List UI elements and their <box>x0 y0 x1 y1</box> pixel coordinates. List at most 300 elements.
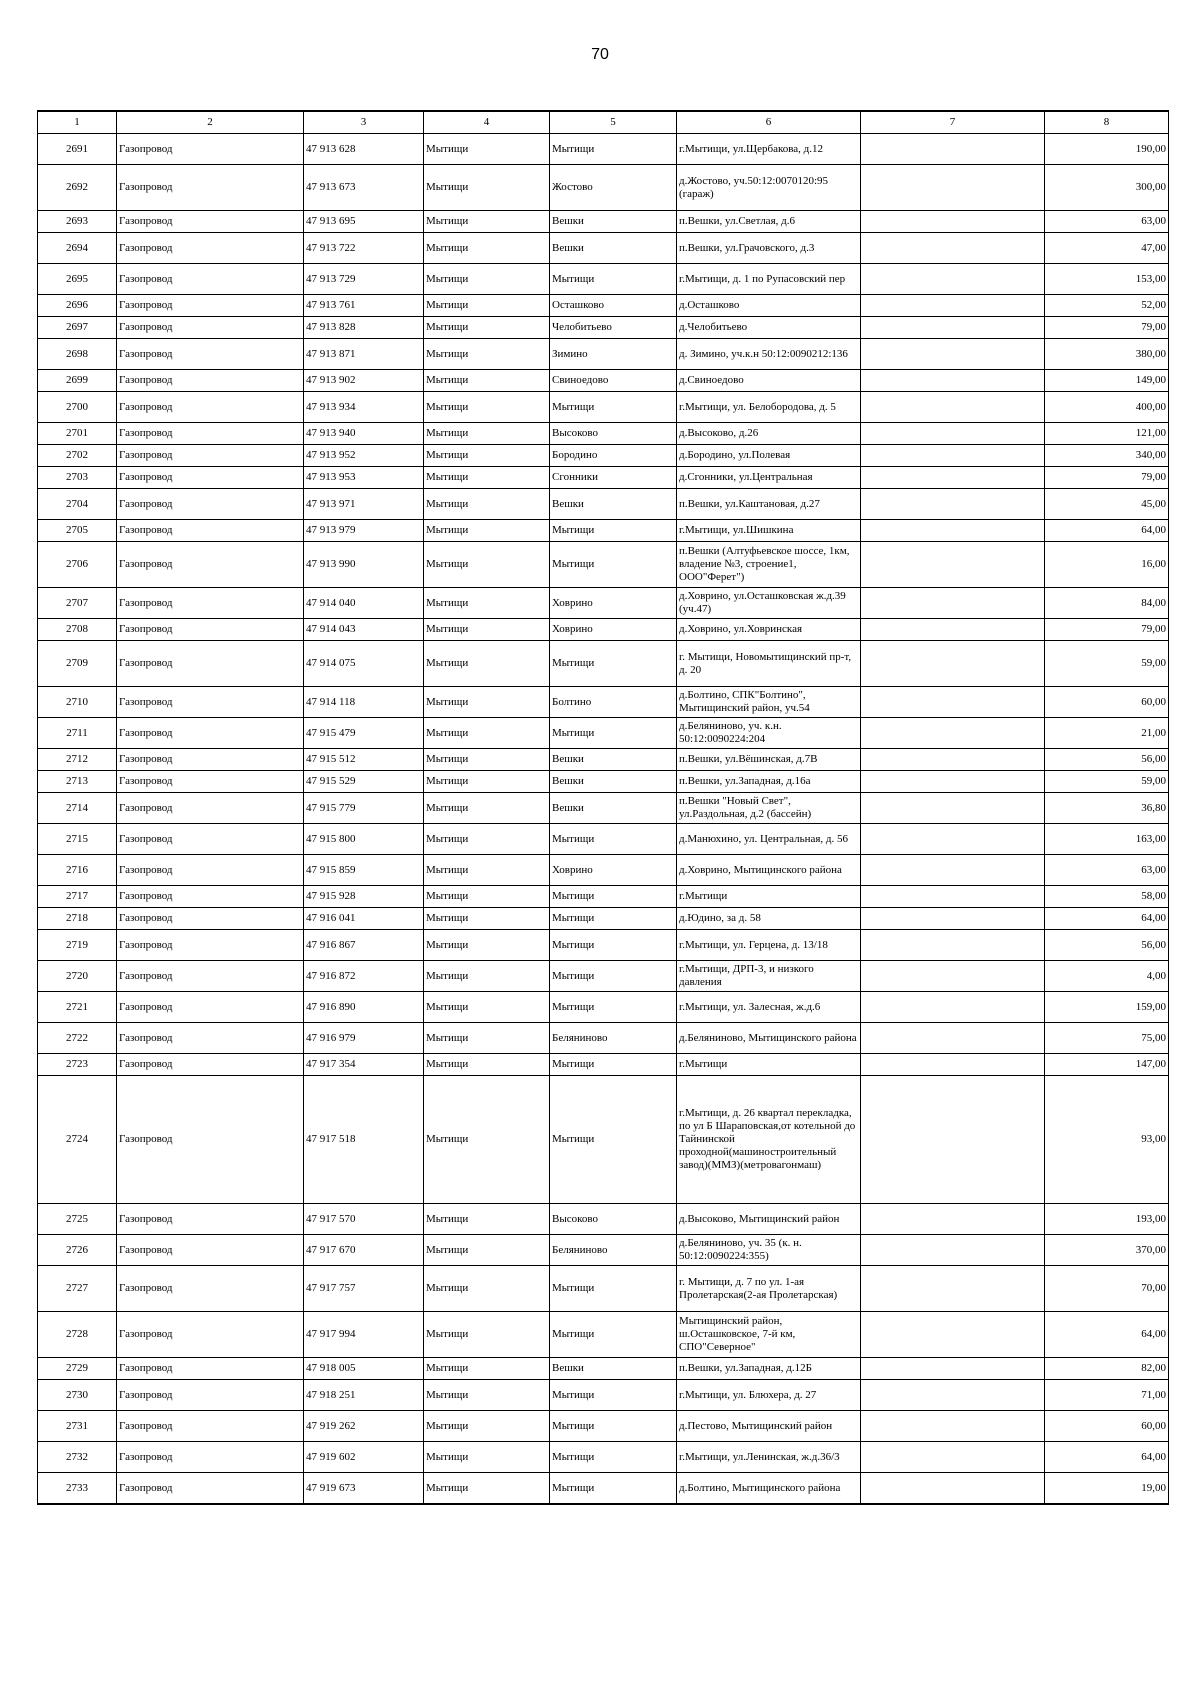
locality-cell: Мытищи <box>550 1411 677 1442</box>
amount-cell: 58,00 <box>1045 886 1169 908</box>
address-cell: п.Вешки (Алтуфьевское шоссе, 1км, владение №3, строение1, ООО"Ферет") <box>677 542 861 588</box>
object-name-cell: Газопровод <box>117 992 304 1023</box>
code-cell: 47 913 828 <box>304 317 424 339</box>
amount-cell: 45,00 <box>1045 489 1169 520</box>
address-cell: п.Вешки, ул.Светлая, д.6 <box>677 211 861 233</box>
locality-cell: Сгонники <box>550 467 677 489</box>
table-row <box>38 1204 1169 1235</box>
locality-cell: Высоково <box>550 1204 677 1235</box>
row-number-cell: 2726 <box>38 1235 117 1266</box>
table-row <box>38 1023 1169 1054</box>
table-row <box>38 793 1169 824</box>
column-7-cell <box>861 1312 1045 1358</box>
locality-cell: Вешки <box>550 1358 677 1380</box>
object-name-cell: Газопровод <box>117 588 304 619</box>
code-cell: 47 917 570 <box>304 1204 424 1235</box>
object-name-cell: Газопровод <box>117 1358 304 1380</box>
object-name-cell: Газопровод <box>117 489 304 520</box>
address-cell: г.Мытищи, ул.Шишкина <box>677 520 861 542</box>
code-cell: 47 913 628 <box>304 134 424 165</box>
address-cell: г.Мытищи <box>677 886 861 908</box>
table-row <box>38 134 1169 165</box>
amount-cell: 47,00 <box>1045 233 1169 264</box>
amount-cell: 380,00 <box>1045 339 1169 370</box>
address-cell: д.Юдино, за д. 58 <box>677 908 861 930</box>
row-number-cell: 2718 <box>38 908 117 930</box>
row-number-cell: 2730 <box>38 1380 117 1411</box>
object-name-cell: Газопровод <box>117 908 304 930</box>
column-7-cell <box>861 445 1045 467</box>
district-cell: Мытищи <box>424 1266 550 1312</box>
district-cell: Мытищи <box>424 134 550 165</box>
code-cell: 47 913 722 <box>304 233 424 264</box>
table-row <box>38 392 1169 423</box>
row-number-cell: 2703 <box>38 467 117 489</box>
column-7-cell <box>861 687 1045 718</box>
column-7-cell <box>861 1054 1045 1076</box>
locality-cell: Мытищи <box>550 718 677 749</box>
table-row <box>38 961 1169 992</box>
address-cell: д.Сгонники, ул.Центральная <box>677 467 861 489</box>
locality-cell: Жостово <box>550 165 677 211</box>
locality-cell: Мытищи <box>550 134 677 165</box>
code-cell: 47 917 994 <box>304 1312 424 1358</box>
object-name-cell: Газопровод <box>117 1266 304 1312</box>
locality-cell: Мытищи <box>550 1054 677 1076</box>
object-name-cell: Газопровод <box>117 641 304 687</box>
district-cell: Мытищи <box>424 619 550 641</box>
locality-cell: Ховрино <box>550 619 677 641</box>
district-cell: Мытищи <box>424 961 550 992</box>
row-number-cell: 2715 <box>38 824 117 855</box>
table-row <box>38 264 1169 295</box>
column-7-cell <box>861 588 1045 619</box>
object-name-cell: Газопровод <box>117 317 304 339</box>
amount-cell: 79,00 <box>1045 619 1169 641</box>
locality-cell: Ховрино <box>550 588 677 619</box>
object-name-cell: Газопровод <box>117 233 304 264</box>
row-number-cell: 2711 <box>38 718 117 749</box>
object-name-cell: Газопровод <box>117 824 304 855</box>
column-7-cell <box>861 1235 1045 1266</box>
amount-cell: 121,00 <box>1045 423 1169 445</box>
column-7-cell <box>861 908 1045 930</box>
table-row <box>38 886 1169 908</box>
address-cell: д.Манюхино, ул. Центральная, д. 56 <box>677 824 861 855</box>
table-row <box>38 992 1169 1023</box>
district-cell: Мытищи <box>424 211 550 233</box>
object-name-cell: Газопровод <box>117 961 304 992</box>
row-number-cell: 2720 <box>38 961 117 992</box>
district-cell: Мытищи <box>424 264 550 295</box>
object-name-cell: Газопровод <box>117 771 304 793</box>
table-row <box>38 930 1169 961</box>
amount-cell: 21,00 <box>1045 718 1169 749</box>
district-cell: Мытищи <box>424 233 550 264</box>
row-number-cell: 2719 <box>38 930 117 961</box>
row-number-cell: 2702 <box>38 445 117 467</box>
amount-cell: 56,00 <box>1045 749 1169 771</box>
amount-cell: 64,00 <box>1045 520 1169 542</box>
code-cell: 47 913 673 <box>304 165 424 211</box>
row-number-cell: 2694 <box>38 233 117 264</box>
address-cell: г. Мытищи, д. 7 по ул. 1-ая Пролетарская(2-ая Пролетарская) <box>677 1266 861 1312</box>
object-name-cell: Газопровод <box>117 1442 304 1473</box>
district-cell: Мытищи <box>424 588 550 619</box>
row-number-cell: 2727 <box>38 1266 117 1312</box>
row-number-cell: 2700 <box>38 392 117 423</box>
column-7-cell <box>861 392 1045 423</box>
code-cell: 47 914 075 <box>304 641 424 687</box>
locality-cell: Мытищи <box>550 641 677 687</box>
row-number-cell: 2721 <box>38 992 117 1023</box>
table-row <box>38 1076 1169 1204</box>
code-cell: 47 913 940 <box>304 423 424 445</box>
locality-cell: Мытищи <box>550 930 677 961</box>
district-cell: Мытищи <box>424 771 550 793</box>
code-cell: 47 917 354 <box>304 1054 424 1076</box>
amount-cell: 60,00 <box>1045 1411 1169 1442</box>
amount-cell: 340,00 <box>1045 445 1169 467</box>
address-cell: п.Вешки, ул.Западная, д.12Б <box>677 1358 861 1380</box>
locality-cell: Мытищи <box>550 1076 677 1204</box>
amount-cell: 36,80 <box>1045 793 1169 824</box>
column-header: 5 <box>550 111 677 134</box>
column-header: 3 <box>304 111 424 134</box>
row-number-cell: 2712 <box>38 749 117 771</box>
code-cell: 47 913 761 <box>304 295 424 317</box>
column-7-cell <box>861 423 1045 445</box>
object-name-cell: Газопровод <box>117 445 304 467</box>
code-cell: 47 915 529 <box>304 771 424 793</box>
address-cell: г.Мытищи, ул.Щербакова, д.12 <box>677 134 861 165</box>
row-number-cell: 2716 <box>38 855 117 886</box>
table-row <box>38 687 1169 718</box>
row-number-cell: 2733 <box>38 1473 117 1505</box>
code-cell: 47 916 872 <box>304 961 424 992</box>
code-cell: 47 915 479 <box>304 718 424 749</box>
district-cell: Мытищи <box>424 824 550 855</box>
table-row <box>38 908 1169 930</box>
object-name-cell: Газопровод <box>117 687 304 718</box>
row-number-cell: 2693 <box>38 211 117 233</box>
locality-cell: Вешки <box>550 749 677 771</box>
address-cell: д.Ховрино, Мытищинского района <box>677 855 861 886</box>
locality-cell: Высоково <box>550 423 677 445</box>
column-7-cell <box>861 718 1045 749</box>
district-cell: Мытищи <box>424 886 550 908</box>
row-number-cell: 2722 <box>38 1023 117 1054</box>
row-number-cell: 2704 <box>38 489 117 520</box>
amount-cell: 59,00 <box>1045 771 1169 793</box>
district-cell: Мытищи <box>424 445 550 467</box>
object-name-cell: Газопровод <box>117 793 304 824</box>
row-number-cell: 2709 <box>38 641 117 687</box>
object-name-cell: Газопровод <box>117 855 304 886</box>
column-7-cell <box>861 211 1045 233</box>
column-header: 2 <box>117 111 304 134</box>
column-7-cell <box>861 264 1045 295</box>
row-number-cell: 2705 <box>38 520 117 542</box>
object-name-cell: Газопровод <box>117 370 304 392</box>
object-name-cell: Газопровод <box>117 1411 304 1442</box>
amount-cell: 71,00 <box>1045 1380 1169 1411</box>
column-7-cell <box>861 749 1045 771</box>
object-name-cell: Газопровод <box>117 886 304 908</box>
table-body <box>38 134 1169 1505</box>
code-cell: 47 913 902 <box>304 370 424 392</box>
amount-cell: 300,00 <box>1045 165 1169 211</box>
object-name-cell: Газопровод <box>117 467 304 489</box>
object-name-cell: Газопровод <box>117 718 304 749</box>
table-row <box>38 824 1169 855</box>
row-number-cell: 2724 <box>38 1076 117 1204</box>
address-cell: г.Мытищи, ДРП-3, и низкого давления <box>677 961 861 992</box>
district-cell: Мытищи <box>424 908 550 930</box>
amount-cell: 64,00 <box>1045 908 1169 930</box>
locality-cell: Мытищи <box>550 886 677 908</box>
table-row <box>38 1054 1169 1076</box>
code-cell: 47 913 952 <box>304 445 424 467</box>
address-cell: д.Жостово, уч.50:12:0070120:95 (гараж) <box>677 165 861 211</box>
district-cell: Мытищи <box>424 489 550 520</box>
address-cell: д.Болтино, Мытищинского района <box>677 1473 861 1505</box>
column-7-cell <box>861 1411 1045 1442</box>
object-name-cell: Газопровод <box>117 1076 304 1204</box>
locality-cell: Бородино <box>550 445 677 467</box>
column-7-cell <box>861 886 1045 908</box>
object-name-cell: Газопровод <box>117 1054 304 1076</box>
locality-cell: Мытищи <box>550 392 677 423</box>
address-cell: Мытищинский район, ш.Осташковское, 7-й км, СПО"Северное" <box>677 1312 861 1358</box>
page-number: 70 <box>591 46 609 63</box>
object-name-cell: Газопровод <box>117 339 304 370</box>
table-row <box>38 423 1169 445</box>
row-number-cell: 2713 <box>38 771 117 793</box>
amount-cell: 64,00 <box>1045 1312 1169 1358</box>
table-row <box>38 1442 1169 1473</box>
code-cell: 47 916 867 <box>304 930 424 961</box>
object-name-cell: Газопровод <box>117 1473 304 1505</box>
amount-cell: 190,00 <box>1045 134 1169 165</box>
code-cell: 47 913 934 <box>304 392 424 423</box>
amount-cell: 163,00 <box>1045 824 1169 855</box>
column-7-cell <box>861 520 1045 542</box>
address-cell: п.Вешки, ул.Каштановая, д.27 <box>677 489 861 520</box>
amount-cell: 79,00 <box>1045 467 1169 489</box>
code-cell: 47 915 928 <box>304 886 424 908</box>
district-cell: Мытищи <box>424 641 550 687</box>
address-cell: д.Высоково, Мытищинский район <box>677 1204 861 1235</box>
column-header: 8 <box>1045 111 1169 134</box>
district-cell: Мытищи <box>424 339 550 370</box>
district-cell: Мытищи <box>424 1358 550 1380</box>
locality-cell: Вешки <box>550 233 677 264</box>
row-number-cell: 2732 <box>38 1442 117 1473</box>
address-cell: д.Осташково <box>677 295 861 317</box>
code-cell: 47 914 040 <box>304 588 424 619</box>
locality-cell: Вешки <box>550 771 677 793</box>
column-7-cell <box>861 1023 1045 1054</box>
column-7-cell <box>861 317 1045 339</box>
amount-cell: 93,00 <box>1045 1076 1169 1204</box>
row-number-cell: 2708 <box>38 619 117 641</box>
code-cell: 47 919 262 <box>304 1411 424 1442</box>
amount-cell: 70,00 <box>1045 1266 1169 1312</box>
object-name-cell: Газопровод <box>117 423 304 445</box>
amount-cell: 79,00 <box>1045 317 1169 339</box>
code-cell: 47 915 859 <box>304 855 424 886</box>
column-7-cell <box>861 1473 1045 1505</box>
column-7-cell <box>861 930 1045 961</box>
code-cell: 47 916 890 <box>304 992 424 1023</box>
table-row <box>38 749 1169 771</box>
table-row <box>38 317 1169 339</box>
district-cell: Мытищи <box>424 687 550 718</box>
code-cell: 47 913 990 <box>304 542 424 588</box>
column-7-cell <box>861 339 1045 370</box>
table-row <box>38 445 1169 467</box>
district-cell: Мытищи <box>424 1235 550 1266</box>
district-cell: Мытищи <box>424 1054 550 1076</box>
column-7-cell <box>861 233 1045 264</box>
object-name-cell: Газопровод <box>117 1235 304 1266</box>
locality-cell: Ховрино <box>550 855 677 886</box>
district-cell: Мытищи <box>424 1380 550 1411</box>
row-number-cell: 2707 <box>38 588 117 619</box>
registry-table <box>37 110 1169 1505</box>
code-cell: 47 917 518 <box>304 1076 424 1204</box>
amount-cell: 370,00 <box>1045 1235 1169 1266</box>
amount-cell: 75,00 <box>1045 1023 1169 1054</box>
district-cell: Мытищи <box>424 1076 550 1204</box>
amount-cell: 63,00 <box>1045 855 1169 886</box>
column-7-cell <box>861 489 1045 520</box>
column-7-cell <box>861 1076 1045 1204</box>
row-number-cell: 2728 <box>38 1312 117 1358</box>
amount-cell: 147,00 <box>1045 1054 1169 1076</box>
column-7-cell <box>861 295 1045 317</box>
address-cell: п.Вешки, ул.Западная, д.16а <box>677 771 861 793</box>
code-cell: 47 916 979 <box>304 1023 424 1054</box>
address-cell: г.Мытищи, ул. Блюхера, д. 27 <box>677 1380 861 1411</box>
object-name-cell: Газопровод <box>117 542 304 588</box>
code-cell: 47 918 251 <box>304 1380 424 1411</box>
object-name-cell: Газопровод <box>117 1204 304 1235</box>
table-row <box>38 370 1169 392</box>
code-cell: 47 915 512 <box>304 749 424 771</box>
district-cell: Мытищи <box>424 370 550 392</box>
code-cell: 47 913 979 <box>304 520 424 542</box>
row-number-cell: 2691 <box>38 134 117 165</box>
object-name-cell: Газопровод <box>117 1312 304 1358</box>
district-cell: Мытищи <box>424 1473 550 1505</box>
district-cell: Мытищи <box>424 1204 550 1235</box>
row-number-cell: 2717 <box>38 886 117 908</box>
address-cell: п.Вешки, ул.Вёшинская, д.7В <box>677 749 861 771</box>
column-7-cell <box>861 824 1045 855</box>
locality-cell: Мытищи <box>550 1442 677 1473</box>
address-cell: г.Мытищи <box>677 1054 861 1076</box>
address-cell: д.Бородино, ул.Полевая <box>677 445 861 467</box>
column-header: 1 <box>38 111 117 134</box>
column-7-cell <box>861 467 1045 489</box>
address-cell: д.Пестово, Мытищинский район <box>677 1411 861 1442</box>
column-7-cell <box>861 370 1045 392</box>
district-cell: Мытищи <box>424 855 550 886</box>
row-number-cell: 2710 <box>38 687 117 718</box>
address-cell: г.Мытищи, ул.Ленинская, ж.д.36/3 <box>677 1442 861 1473</box>
address-cell: д.Беляниново, Мытищинского района <box>677 1023 861 1054</box>
table-row <box>38 165 1169 211</box>
amount-cell: 4,00 <box>1045 961 1169 992</box>
row-number-cell: 2714 <box>38 793 117 824</box>
column-7-cell <box>861 1204 1045 1235</box>
locality-cell: Мытищи <box>550 542 677 588</box>
row-number-cell: 2696 <box>38 295 117 317</box>
table-row <box>38 520 1169 542</box>
table-header-row <box>38 111 1169 134</box>
row-number-cell: 2731 <box>38 1411 117 1442</box>
district-cell: Мытищи <box>424 793 550 824</box>
locality-cell: Осташково <box>550 295 677 317</box>
code-cell: 47 917 757 <box>304 1266 424 1312</box>
column-7-cell <box>861 165 1045 211</box>
address-cell: д.Ховрино, ул.Ховринская <box>677 619 861 641</box>
table-row <box>38 1411 1169 1442</box>
district-cell: Мытищи <box>424 317 550 339</box>
locality-cell: Мытищи <box>550 1266 677 1312</box>
code-cell: 47 913 729 <box>304 264 424 295</box>
table-row <box>38 619 1169 641</box>
column-7-cell <box>861 619 1045 641</box>
locality-cell: Свиноедово <box>550 370 677 392</box>
table-row <box>38 1473 1169 1505</box>
amount-cell: 153,00 <box>1045 264 1169 295</box>
table-row <box>38 489 1169 520</box>
address-cell: д.Челобитьево <box>677 317 861 339</box>
district-cell: Мытищи <box>424 930 550 961</box>
district-cell: Мытищи <box>424 1023 550 1054</box>
code-cell: 47 915 800 <box>304 824 424 855</box>
district-cell: Мытищи <box>424 749 550 771</box>
district-cell: Мытищи <box>424 1442 550 1473</box>
address-cell: д.Ховрино, ул.Осташковская ж.д.39 (уч.47) <box>677 588 861 619</box>
district-cell: Мытищи <box>424 1411 550 1442</box>
locality-cell: Мытищи <box>550 1312 677 1358</box>
column-7-cell <box>861 1380 1045 1411</box>
locality-cell: Мытищи <box>550 992 677 1023</box>
locality-cell: Зимино <box>550 339 677 370</box>
object-name-cell: Газопровод <box>117 295 304 317</box>
row-number-cell: 2692 <box>38 165 117 211</box>
object-name-cell: Газопровод <box>117 165 304 211</box>
row-number-cell: 2697 <box>38 317 117 339</box>
amount-cell: 159,00 <box>1045 992 1169 1023</box>
row-number-cell: 2706 <box>38 542 117 588</box>
amount-cell: 84,00 <box>1045 588 1169 619</box>
locality-cell: Беляниново <box>550 1235 677 1266</box>
column-7-cell <box>861 1266 1045 1312</box>
column-header: 4 <box>424 111 550 134</box>
object-name-cell: Газопровод <box>117 134 304 165</box>
address-cell: г. Мытищи, Новомытищинский пр-т, д. 20 <box>677 641 861 687</box>
locality-cell: Мытищи <box>550 824 677 855</box>
amount-cell: 60,00 <box>1045 687 1169 718</box>
table-row <box>38 233 1169 264</box>
row-number-cell: 2723 <box>38 1054 117 1076</box>
address-cell: г.Мытищи, д. 26 квартал перекладка, по ул Б Шараповская,от котельной до Тайнинской проходной(машиностроительный завод)(ММЗ)(метровагонмаш) <box>677 1076 861 1204</box>
